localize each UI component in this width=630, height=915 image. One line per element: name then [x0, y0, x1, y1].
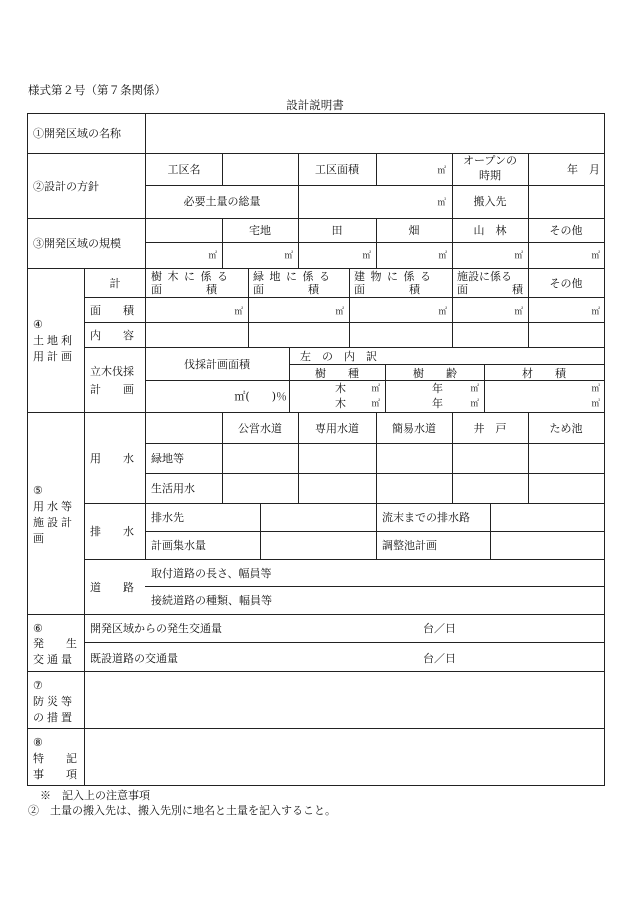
unit-m2: ㎡ [438, 307, 447, 317]
work-area-size-label: 工区面積 [315, 163, 359, 176]
open-time-label-1: オープンの [462, 154, 518, 167]
land-type-residential: 宅地 [249, 224, 271, 237]
open-time-label-2: 時期 [479, 169, 501, 182]
unit-m3: ㎥ [591, 384, 600, 394]
unit-m2: ㎡ [514, 307, 523, 317]
green-area-top: 緑 地 に 係 る [253, 270, 331, 283]
content-row-label: 内 容 [90, 329, 134, 342]
unit-m2: ㎡ [437, 166, 446, 176]
retention-pond-label: 調整池計画 [382, 539, 437, 552]
facility-area-top: 施設に係る [457, 270, 512, 283]
year-month-label: 年 月 [567, 163, 600, 176]
unit-m2: ㎡ [514, 251, 523, 261]
section-8-label-1: 特 記 [33, 752, 77, 765]
land-type-other: その他 [549, 224, 583, 237]
unit-m2: ㎡ [284, 251, 293, 261]
access-road-label: 取付道路の長さ、幅員等 [151, 567, 272, 580]
green-land-label: 緑地等 [151, 452, 184, 465]
tree-unit-1: 木 [335, 382, 346, 395]
soil-destination-label: 搬入先 [473, 195, 507, 208]
unit-m3: ㎥ [437, 198, 446, 208]
section-5-number: ⑤ [33, 484, 43, 497]
per-day-2: 台／日 [423, 652, 456, 665]
water-source-pond: ため池 [549, 422, 583, 435]
water-use-label: 用 水 [90, 452, 134, 465]
logging-area-label: 伐採計画面積 [184, 358, 250, 371]
water-source-private: 専用水道 [315, 422, 359, 435]
drain-destination-label: 排水先 [151, 511, 184, 524]
logging-label-2: 計 画 [90, 383, 134, 396]
section-5-label-3: 画 [33, 532, 44, 545]
section-7-number: ⑦ [33, 679, 43, 692]
domestic-water-label: 生活用水 [151, 482, 195, 495]
section-1-label: ①開発区域の名称 [33, 127, 121, 140]
year-unit-2: 年 [432, 397, 443, 410]
unit-m2: ㎡ [371, 399, 380, 409]
unit-m2: ㎡ [470, 384, 479, 394]
facility-area-bottom: 面 積 [457, 283, 523, 296]
section-5-label-1: 用水等 [33, 500, 75, 513]
tree-unit-2: 木 [335, 397, 346, 410]
road-label: 道 路 [90, 581, 134, 594]
drain-to-end-label: 流末までの排水路 [382, 511, 470, 524]
planned-water-label: 計画集水量 [151, 539, 206, 552]
page-title: 設計説明書 [286, 98, 344, 112]
drainage-label: 排 水 [90, 525, 134, 538]
table-lines [27, 113, 605, 786]
water-source-well: 井 戸 [473, 422, 507, 435]
logging-percent-format: ㎡( )％ [234, 390, 287, 403]
land-type-forest: 山 林 [473, 224, 507, 237]
connecting-road-label: 接続道路の種類、幅員等 [151, 594, 272, 607]
section-6-number: ⑥ [33, 622, 43, 635]
notes-title: ※ 記入上の注意事項 [40, 789, 150, 802]
existing-traffic-label: 既設道路の交通量 [90, 652, 178, 665]
generated-traffic-label: 開発区域からの発生交通量 [90, 622, 222, 635]
section-6-label-1: 発 生 [33, 637, 77, 650]
section-5-label-2: 施設計 [33, 516, 75, 529]
work-area-name-label: 工区名 [167, 163, 201, 176]
unit-m2: ㎡ [362, 251, 371, 261]
section-7-label-1: 防災等 [33, 695, 75, 708]
unit-m2: ㎡ [371, 384, 380, 394]
land-type-paddy: 田 [331, 224, 343, 237]
unit-m2: ㎡ [438, 251, 447, 261]
unit-m3: ㎥ [591, 399, 600, 409]
other-header: その他 [549, 277, 583, 290]
section-4-label-2: 用計画 [33, 350, 75, 363]
unit-m2: ㎡ [335, 307, 344, 317]
building-area-top: 建 物 に 係 る [354, 270, 432, 283]
per-day-1: 台／日 [423, 622, 456, 635]
notes-item: ② 土量の搬入先は、搬入先別に地名と土量を記入すること。 [28, 804, 336, 817]
section-8-label-2: 事 項 [33, 768, 77, 781]
area-row-label: 面 積 [90, 304, 134, 317]
unit-m2: ㎡ [470, 399, 479, 409]
tree-area-top: 樹 木 に 係 る [151, 270, 229, 283]
plan-header: 計 [109, 277, 121, 290]
unit-m2: ㎡ [591, 251, 600, 261]
breakdown-label: 左 の 内 訳 [300, 350, 377, 363]
soil-volume-label: 必要土量の総量 [183, 195, 261, 208]
section-6-label-2: 交通量 [33, 653, 75, 666]
section-8-number: ⑧ [33, 736, 43, 749]
section-7-label-2: の措置 [33, 711, 75, 724]
unit-m2: ㎡ [591, 307, 600, 317]
form-number: 様式第２号（第７条関係） [28, 83, 166, 97]
logging-label-1: 立木伐採 [90, 365, 134, 378]
volume-label: 材 積 [522, 367, 566, 380]
year-unit-1: 年 [432, 382, 443, 395]
water-source-simple: 簡易水道 [392, 422, 436, 435]
tree-area-bottom: 面 積 [151, 283, 217, 296]
section-4-number: ④ [33, 318, 43, 331]
age-label: 樹 齢 [413, 367, 457, 380]
species-label: 樹 種 [315, 367, 359, 380]
unit-m2: ㎡ [234, 307, 243, 317]
land-type-field: 畑 [408, 224, 420, 237]
water-source-public: 公営水道 [238, 422, 282, 435]
section-3-label: ③開発区域の規模 [33, 237, 121, 250]
unit-m2: ㎡ [208, 251, 217, 261]
notes [28, 788, 336, 818]
building-area-bottom: 面 積 [354, 283, 420, 296]
section-4-label-1: 土地利 [33, 334, 75, 347]
section-2-label: ②設計の方針 [33, 180, 99, 193]
green-area-bottom: 面 積 [253, 283, 319, 296]
